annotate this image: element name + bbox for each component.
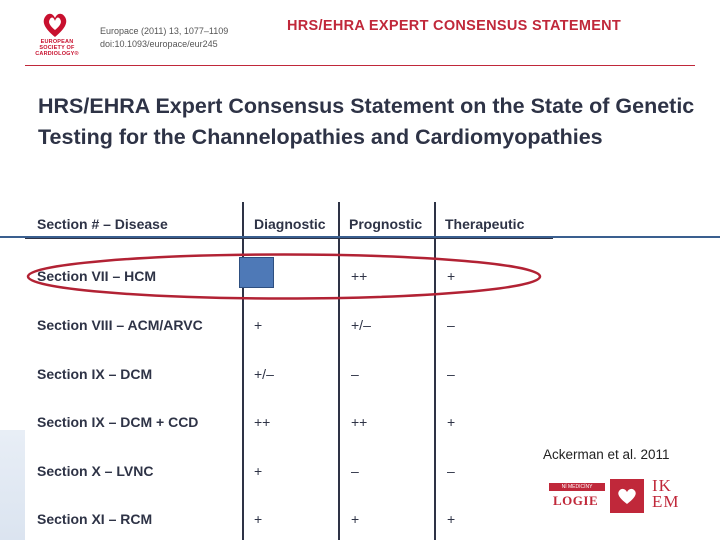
paper-header-image: [25, 9, 699, 177]
column-header-diagnostic: Diagnostic: [254, 216, 326, 232]
ikem-logo-line1: IK: [652, 476, 672, 495]
consensus-table: [25, 190, 553, 540]
prognostic-cell: +: [351, 511, 360, 527]
heart-icon: [617, 487, 637, 505]
therapeutic-cell: –: [447, 463, 455, 479]
ikem-heart-logo: [610, 479, 644, 513]
table-row: [25, 414, 553, 434]
citation-journal: Europace (2011) 13, 1077–1109: [100, 26, 229, 36]
diagnostic-cell: +/–: [254, 366, 274, 382]
diagnostic-cell: +: [254, 511, 263, 527]
ikem-logo-text: [652, 478, 692, 510]
slide-side-shade: [0, 430, 25, 540]
therapeutic-cell: +: [447, 414, 456, 430]
prognostic-cell: –: [351, 463, 359, 479]
disease-cell: Section IX – DCM + CCD: [37, 414, 199, 430]
prognostic-cell: ++: [351, 268, 368, 284]
prognostic-cell: –: [351, 366, 359, 382]
therapeutic-cell: +: [447, 268, 456, 284]
table-row: [25, 511, 553, 531]
paper-title: HRS/EHRA Expert Consensus Statement on the State of Genetic Testing for the Channelopathies and Cardiomyopathies: [38, 94, 695, 149]
hcm-highlight-ellipse: [25, 252, 543, 301]
diagnostic-cell: ++: [254, 414, 271, 430]
citation: [100, 25, 228, 51]
column-header-disease: Section # – Disease: [37, 216, 168, 232]
statement-banner: HRS/EHRA EXPERT CONSENSUS STATEMENT: [287, 18, 622, 34]
column-header-prognostic: Prognostic: [349, 216, 423, 232]
therapeutic-cell: –: [447, 317, 455, 333]
esc-logo: [31, 11, 81, 63]
header-divider: [25, 65, 695, 66]
department-logo-top: NÍ MEDICÍNY: [549, 483, 605, 491]
table-row: [25, 317, 553, 337]
source-credit: Ackerman et al. 2011: [543, 447, 670, 462]
table-row: [25, 366, 553, 386]
disease-cell: Section XI – RCM: [37, 511, 153, 527]
table-row: [25, 463, 553, 483]
prognostic-cell: +/–: [351, 317, 371, 333]
column-header-therapeutic: Therapeutic: [445, 216, 525, 232]
heart-logo-icon: [42, 11, 68, 39]
slide-accent-line: [0, 236, 720, 238]
therapeutic-cell: –: [447, 366, 455, 382]
citation-doi: doi:10.1093/europace/eur245: [100, 39, 218, 49]
esc-logo-text: EUROPEAN SOCIETY OF CARDIOLOGY®: [35, 39, 79, 57]
disease-cell: Section VIII – ACM/ARVC: [37, 317, 203, 333]
therapeutic-cell: +: [447, 511, 456, 527]
diagnostic-cell: +: [254, 317, 263, 333]
prognostic-cell: ++: [351, 414, 368, 430]
department-logo-text: LOGIE: [553, 493, 599, 508]
disease-cell: Section VII – HCM: [37, 268, 157, 284]
department-logo: [549, 478, 605, 512]
ikem-logo-line2: EM: [652, 492, 680, 511]
disease-cell: Section IX – DCM: [37, 366, 153, 382]
disease-cell: Section X – LVNC: [37, 463, 154, 479]
diagnostic-cell: +: [254, 463, 263, 479]
